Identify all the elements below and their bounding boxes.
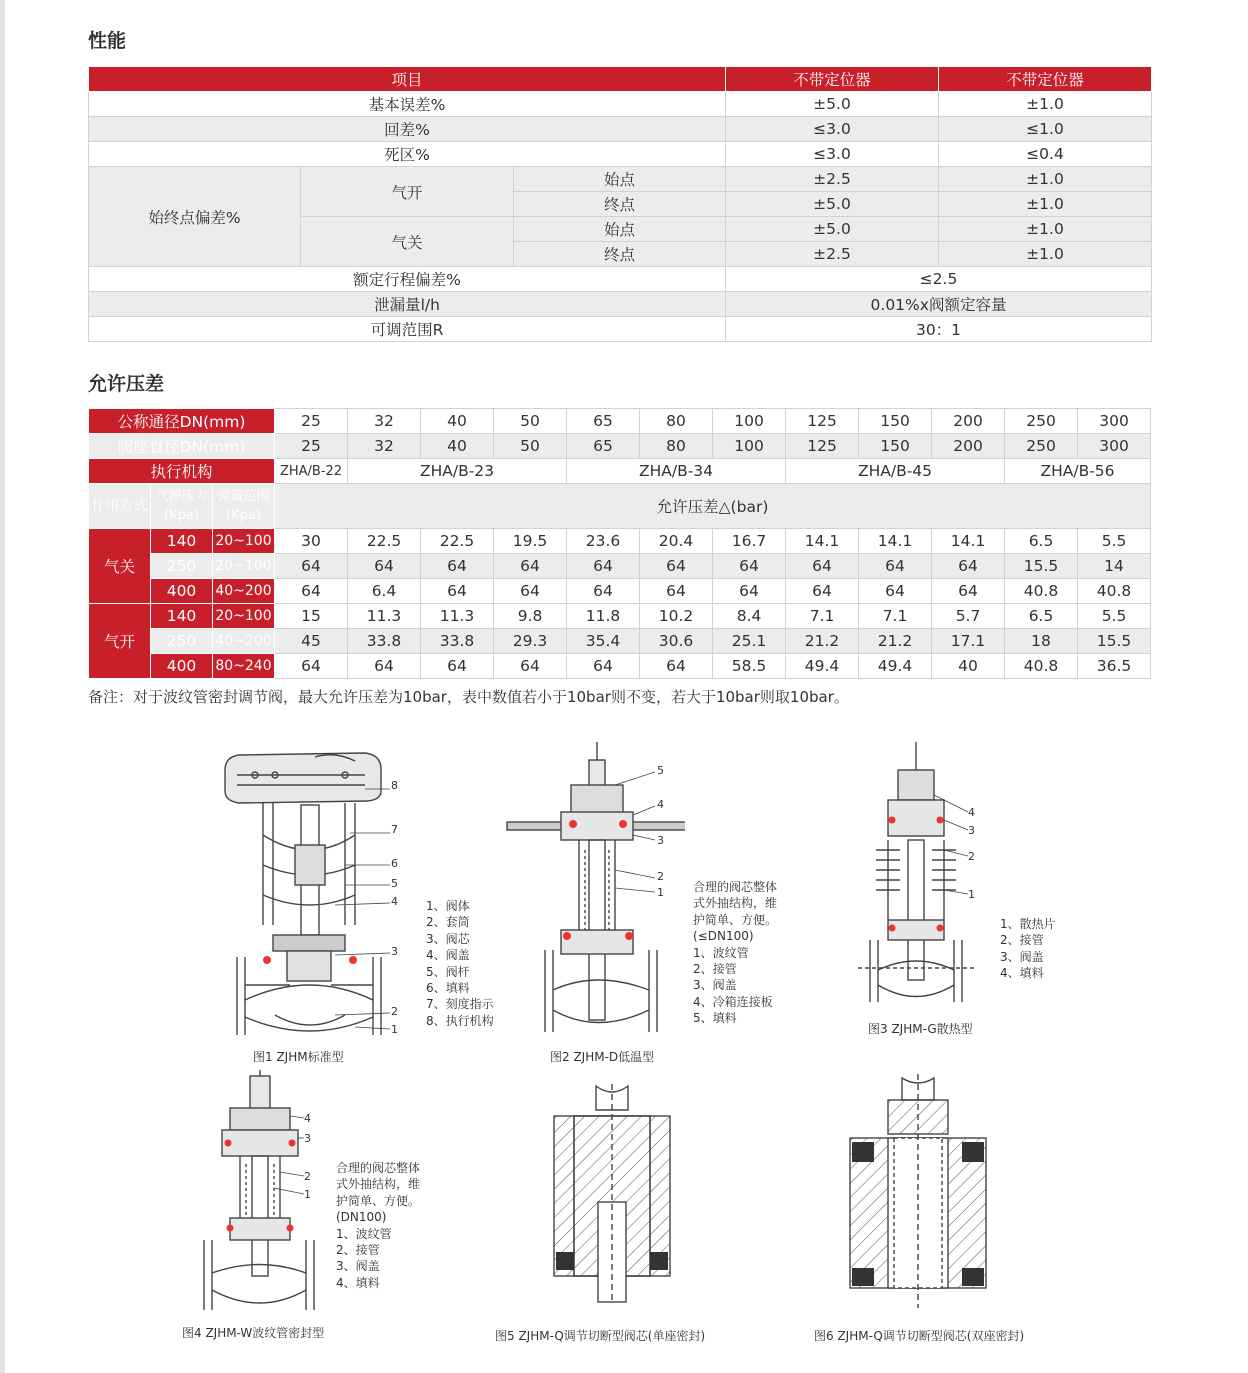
legend-item: 护简单、方便。: [693, 912, 778, 927]
cell: ≤1.0: [939, 117, 1152, 142]
value-cell: 11.3: [421, 604, 494, 629]
fig2-num-5: 5: [657, 764, 664, 777]
seat-label: 阀座直径DN(mm): [89, 434, 275, 459]
dn-cell: 50: [494, 409, 567, 434]
fig5-single-seat-plug-drawing: [548, 1082, 678, 1307]
value-cell: 5.5: [1078, 604, 1151, 629]
air-cell: 140: [151, 604, 213, 629]
value-cell: 19.5: [494, 529, 567, 554]
legend-item: 5、填料: [693, 1011, 737, 1026]
value-cell: 9.8: [494, 604, 567, 629]
value-cell: 10.2: [640, 604, 713, 629]
legend-item: 式外抽结构，维: [693, 896, 778, 911]
legend-item: 1、波纹管: [336, 1226, 392, 1241]
value-cell: 64: [932, 579, 1005, 604]
fig3-heat-sink-valve-drawing: [858, 740, 988, 1010]
legend-item: (≤DN100): [693, 929, 754, 944]
cell: ±2.5: [726, 242, 939, 267]
start-label: 始点: [514, 217, 726, 242]
cell: 0.01%x阀额定容量: [726, 292, 1152, 317]
fig4-num-3: 3: [304, 1132, 311, 1145]
row-label: 额定行程偏差%: [89, 267, 726, 292]
value-cell: 64: [567, 579, 640, 604]
cell: ±1.0: [939, 167, 1152, 192]
spring-cell: 40~200: [213, 629, 275, 654]
table-row: [89, 117, 1152, 142]
value-cell: 35.4: [567, 629, 640, 654]
seat-cell: 40: [421, 434, 494, 459]
value-cell: 33.8: [348, 629, 421, 654]
spring-cell: 20~100: [213, 529, 275, 554]
cell: ±1.0: [939, 92, 1152, 117]
table-row: [89, 629, 1151, 654]
value-cell: 30.6: [640, 629, 713, 654]
cell: ±1.0: [939, 217, 1152, 242]
dn-cell: 65: [567, 409, 640, 434]
seat-cell: 80: [640, 434, 713, 459]
legend-item: (DN100): [336, 1210, 387, 1225]
value-cell: 64: [421, 554, 494, 579]
performance-header-row: [89, 67, 1152, 92]
value-cell: 25.1: [713, 629, 786, 654]
legend-item: 2、套筒: [426, 915, 470, 930]
fig1-num-6: 6: [391, 857, 398, 870]
fig1-num-1: 1: [391, 1023, 398, 1036]
value-cell: 14.1: [786, 529, 859, 554]
performance-table: [88, 66, 1152, 342]
value-cell: 49.4: [786, 654, 859, 679]
unit-label: 允许压差△(bar): [275, 484, 1151, 529]
fig1-num-8: 8: [391, 779, 398, 792]
cell: ±2.5: [726, 167, 939, 192]
fig3-num-2: 2: [968, 850, 975, 863]
fig2-caption: 图2 ZJHM-D低温型: [550, 1050, 655, 1064]
table-row: [89, 554, 1151, 579]
fig2-legend: [693, 879, 777, 1027]
fig2-low-temp-valve-drawing: [505, 740, 685, 1040]
fig1-caption: 图1 ZJHM标准型: [253, 1050, 344, 1064]
value-cell: 22.5: [348, 529, 421, 554]
fig4-num-4: 4: [304, 1112, 311, 1125]
value-cell: 17.1: [932, 629, 1005, 654]
legend-item: 4、阀盖: [426, 948, 470, 963]
fig4-bellows-seal-valve-drawing: [200, 1068, 320, 1318]
fig1-num-7: 7: [391, 823, 398, 836]
value-cell: 14: [1078, 554, 1151, 579]
fig1-num-2: 2: [391, 1005, 398, 1018]
air-label: 气源压力(Kpa): [151, 484, 213, 529]
value-cell: 20.4: [640, 529, 713, 554]
value-cell: 21.2: [786, 629, 859, 654]
value-cell: 7.1: [859, 604, 932, 629]
value-cell: 64: [348, 654, 421, 679]
value-cell: 33.8: [421, 629, 494, 654]
mode-label: 作用方式: [89, 484, 151, 529]
fig6-double-seat-plug-drawing: [848, 1072, 988, 1312]
legend-item: 6、填料: [426, 981, 470, 996]
fig2-num-1: 1: [657, 886, 664, 899]
value-cell: 49.4: [859, 654, 932, 679]
value-cell: 5.5: [1078, 529, 1151, 554]
value-cell: 64: [786, 579, 859, 604]
air-cell: 400: [151, 579, 213, 604]
dn-cell: 300: [1078, 409, 1151, 434]
value-cell: 11.8: [567, 604, 640, 629]
seat-cell: 125: [786, 434, 859, 459]
value-cell: 45: [275, 629, 348, 654]
legend-item: 4、填料: [336, 1275, 380, 1290]
legend-item: 3、阀芯: [426, 931, 470, 946]
legend-item: 3、阀盖: [336, 1259, 380, 1274]
table-row: [89, 434, 1151, 459]
value-cell: 64: [640, 554, 713, 579]
table-row: [89, 604, 1151, 629]
cell: ≤3.0: [726, 117, 939, 142]
value-cell: 64: [275, 654, 348, 679]
spring-cell: 40~200: [213, 579, 275, 604]
seat-cell: 50: [494, 434, 567, 459]
cell: ±5.0: [726, 217, 939, 242]
dn-cell: 200: [932, 409, 1005, 434]
legend-item: 1、阀体: [426, 899, 470, 913]
seat-cell: 250: [1005, 434, 1078, 459]
air-cell: 250: [151, 629, 213, 654]
end-label: 终点: [514, 192, 726, 217]
dn-label: 公称通径DN(mm): [89, 409, 275, 434]
table-row: [89, 484, 1151, 529]
seat-cell: 150: [859, 434, 932, 459]
value-cell: 15: [275, 604, 348, 629]
actuator-cell: ZHA/B-34: [567, 459, 786, 484]
value-cell: 64: [494, 654, 567, 679]
fig1-legend: [426, 898, 494, 1029]
value-cell: 29.3: [494, 629, 567, 654]
start-label: 始点: [514, 167, 726, 192]
legend-item: 4、填料: [1000, 966, 1044, 981]
value-cell: 6.5: [1005, 529, 1078, 554]
table-row: [89, 267, 1152, 292]
performance-title: 性能: [88, 30, 127, 52]
table-row: [89, 317, 1152, 342]
value-cell: 58.5: [713, 654, 786, 679]
fig2-num-2: 2: [657, 870, 664, 883]
legend-item: 8、执行机构: [426, 1013, 494, 1028]
fig1-standard-valve-drawing: [215, 745, 415, 1045]
mode-cell: 气关: [89, 529, 151, 604]
seat-cell: 25: [275, 434, 348, 459]
fig1-num-3: 3: [391, 945, 398, 958]
air-open-label: 气开: [301, 167, 514, 217]
air-close-label: 气关: [301, 217, 514, 267]
seat-cell: 100: [713, 434, 786, 459]
legend-item: 1、波纹管: [693, 945, 749, 960]
table-row: [89, 142, 1152, 167]
spring-label: 弹簧范围(Kpa): [213, 484, 275, 529]
dn-cell: 150: [859, 409, 932, 434]
dn-cell: 80: [640, 409, 713, 434]
dn-cell: 250: [1005, 409, 1078, 434]
legend-item: 7、刻度指示: [426, 997, 494, 1012]
value-cell: 40.8: [1005, 654, 1078, 679]
seat-cell: 65: [567, 434, 640, 459]
pressure-table: [88, 408, 1151, 679]
page-left-edge: [0, 0, 5, 1373]
legend-item: 3、阀盖: [693, 978, 737, 993]
value-cell: 18: [1005, 629, 1078, 654]
fig3-legend: [1000, 916, 1056, 982]
table-row: [89, 529, 1151, 554]
cell: ±5.0: [726, 192, 939, 217]
pressure-title: 允许压差: [88, 373, 165, 395]
spring-cell: 20~100: [213, 604, 275, 629]
value-cell: 22.5: [421, 529, 494, 554]
value-cell: 23.6: [567, 529, 640, 554]
cell: ≤3.0: [726, 142, 939, 167]
actuator-label: 执行机构: [89, 459, 275, 484]
row-label: 泄漏量l/h: [89, 292, 726, 317]
legend-item: 4、冷箱连接板: [693, 994, 773, 1009]
value-cell: 64: [859, 579, 932, 604]
value-cell: 64: [640, 654, 713, 679]
legend-item: 2、接管: [336, 1243, 380, 1258]
table-row: [89, 409, 1151, 434]
header-item: 项目: [89, 67, 726, 92]
table-row: [89, 579, 1151, 604]
dn-cell: 32: [348, 409, 421, 434]
value-cell: 40.8: [1078, 579, 1151, 604]
value-cell: 64: [786, 554, 859, 579]
legend-item: 1、散热片: [1000, 917, 1056, 931]
row-label: 回差%: [89, 117, 726, 142]
fig2-num-4: 4: [657, 798, 664, 811]
cell: ±1.0: [939, 192, 1152, 217]
fig1-num-4: 4: [391, 895, 398, 908]
legend-item: 式外抽结构，维: [336, 1177, 421, 1192]
dn-cell: 125: [786, 409, 859, 434]
legend-item: 合理的阀芯整体: [693, 880, 778, 894]
fig5-caption: 图5 ZJHM-Q调节切断型阀芯(单座密封): [495, 1329, 706, 1343]
fig2-num-3: 3: [657, 834, 664, 847]
cell: ≤2.5: [726, 267, 1152, 292]
cell: ±1.0: [939, 242, 1152, 267]
value-cell: 64: [640, 579, 713, 604]
seat-cell: 200: [932, 434, 1005, 459]
value-cell: 11.3: [348, 604, 421, 629]
row-label: 可调范围R: [89, 317, 726, 342]
fig3-num-1: 1: [968, 888, 975, 901]
seat-cell: 300: [1078, 434, 1151, 459]
air-cell: 400: [151, 654, 213, 679]
fig1-num-5: 5: [391, 877, 398, 890]
actuator-cell: ZHA/B-56: [1005, 459, 1151, 484]
air-cell: 250: [151, 554, 213, 579]
dn-cell: 40: [421, 409, 494, 434]
value-cell: 15.5: [1078, 629, 1151, 654]
value-cell: 64: [275, 579, 348, 604]
fig4-legend: [336, 1160, 420, 1291]
value-cell: 64: [932, 554, 1005, 579]
fig4-num-2: 2: [304, 1170, 311, 1183]
cell: ≤0.4: [939, 142, 1152, 167]
value-cell: 7.1: [786, 604, 859, 629]
value-cell: 64: [494, 554, 567, 579]
legend-item: 5、阀杆: [426, 964, 470, 979]
fig4-caption: 图4 ZJHM-W波纹管密封型: [182, 1326, 325, 1340]
value-cell: 6.4: [348, 579, 421, 604]
header-no-positioner: 不带定位器: [726, 67, 939, 92]
value-cell: 64: [494, 579, 567, 604]
legend-item: 3、阀盖: [1000, 949, 1044, 964]
value-cell: 64: [348, 554, 421, 579]
actuator-cell: ZHA/B-45: [786, 459, 1005, 484]
value-cell: 14.1: [859, 529, 932, 554]
value-cell: 16.7: [713, 529, 786, 554]
cell: 30：1: [726, 317, 1152, 342]
value-cell: 64: [421, 654, 494, 679]
endpoint-label: 始终点偏差%: [89, 167, 301, 267]
cell: ±5.0: [726, 92, 939, 117]
legend-item: 2、接管: [1000, 933, 1044, 948]
value-cell: 21.2: [859, 629, 932, 654]
seat-cell: 32: [348, 434, 421, 459]
value-cell: 8.4: [713, 604, 786, 629]
air-cell: 140: [151, 529, 213, 554]
value-cell: 6.5: [1005, 604, 1078, 629]
fig3-caption: 图3 ZJHM-G散热型: [868, 1022, 973, 1036]
end-label: 终点: [514, 242, 726, 267]
value-cell: 64: [567, 654, 640, 679]
value-cell: 15.5: [1005, 554, 1078, 579]
row-label: 死区%: [89, 142, 726, 167]
dn-cell: 25: [275, 409, 348, 434]
value-cell: 64: [713, 554, 786, 579]
value-cell: 64: [275, 554, 348, 579]
value-cell: 36.5: [1078, 654, 1151, 679]
table-row: [89, 654, 1151, 679]
fig3-num-3: 3: [968, 824, 975, 837]
value-cell: 64: [567, 554, 640, 579]
spring-cell: 80~240: [213, 654, 275, 679]
spring-cell: 20~100: [213, 554, 275, 579]
row-label: 基本误差%: [89, 92, 726, 117]
fig6-caption: 图6 ZJHM-Q调节切断型阀芯(双座密封): [814, 1329, 1025, 1343]
legend-item: 2、接管: [693, 962, 737, 977]
header-positioner: 不带定位器: [939, 67, 1152, 92]
legend-item: 合理的阀芯整体: [336, 1161, 421, 1175]
value-cell: 40.8: [1005, 579, 1078, 604]
table-row: [89, 167, 1152, 192]
value-cell: 40: [932, 654, 1005, 679]
value-cell: 64: [713, 579, 786, 604]
value-cell: 64: [421, 579, 494, 604]
dn-cell: 100: [713, 409, 786, 434]
fig4-num-1: 1: [304, 1188, 311, 1201]
table-row: [89, 92, 1152, 117]
pressure-note: 备注：对于波纹管密封调节阀，最大允许压差为10bar，表中数值若小于10bar则不变，若大于10bar则取10bar。: [88, 688, 849, 706]
value-cell: 64: [859, 554, 932, 579]
mode-cell: 气开: [89, 604, 151, 679]
actuator-cell: ZHA/B-22: [275, 459, 348, 484]
legend-item: 护简单、方便。: [336, 1193, 421, 1208]
table-row: [89, 292, 1152, 317]
actuator-cell: ZHA/B-23: [348, 459, 567, 484]
value-cell: 14.1: [932, 529, 1005, 554]
table-row: [89, 459, 1151, 484]
value-cell: 30: [275, 529, 348, 554]
value-cell: 5.7: [932, 604, 1005, 629]
fig3-num-4: 4: [968, 806, 975, 819]
